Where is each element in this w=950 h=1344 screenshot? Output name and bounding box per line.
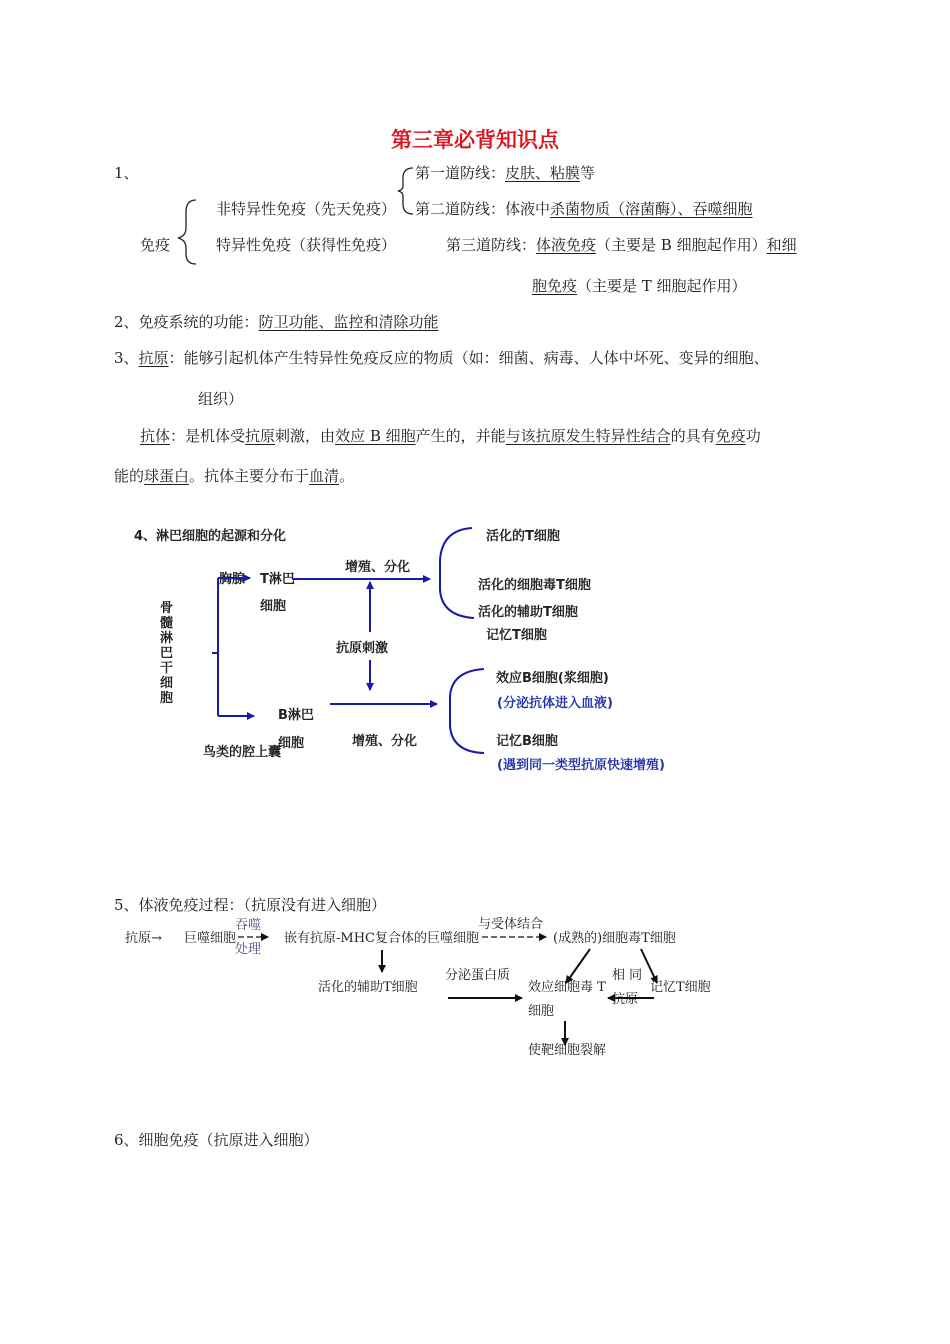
item-number: 1、: [114, 164, 139, 182]
defense-brace-small: [398, 168, 413, 214]
t-lymphocyte-label: T淋巴: [260, 572, 295, 587]
antigen-stimulation: 抗原刺激: [336, 641, 389, 656]
target-lysis: 使靶细胞裂解: [528, 1043, 607, 1058]
activated-helper-t: 活化的辅助T细胞: [478, 605, 578, 620]
b-lymphocyte-label: B淋巴: [278, 708, 314, 723]
memory-b-cell: 记忆B细胞: [496, 734, 558, 749]
thymus-label: 胸腺: [219, 572, 246, 587]
effector-b-note: (分泌抗体进入血液): [497, 696, 613, 711]
same-antigen-label: 抗原: [612, 992, 639, 1007]
effector-cytotoxic-t-2: 细胞: [528, 1004, 555, 1019]
prolif-diff-b: 增殖、分化: [352, 734, 418, 749]
macrophage: 巨噬细胞: [184, 931, 237, 946]
process-label: 处理: [235, 942, 262, 957]
humoral-heading: 5、体液免疫过程：（抗原没有进入细胞）: [114, 896, 387, 914]
b-cell-brace: [450, 669, 484, 753]
activated-cytotoxic-t: 活化的细胞毒T细胞: [478, 578, 591, 593]
t-cell-brace: [440, 528, 474, 618]
activated-helper-t-5: 活化的辅助T细胞: [318, 980, 418, 995]
memory-t-cell: 记忆T细胞: [486, 628, 547, 643]
effector-b-cell: 效应B细胞(浆细胞): [496, 671, 609, 686]
b-lymphocyte-label-2: 细胞: [278, 736, 305, 751]
cellular-immunity-heading: 6、细胞免疫（抗原进入细胞）: [114, 1131, 319, 1149]
antigen-definition: 3、抗原：能够引起机体产生特异性免疫反应的物质（如：细菌、病毒、人体中坏死、变异的细胞、: [114, 349, 769, 367]
antibody-definition: 抗体：是机体受抗原刺激，由效应 B 细胞产生的，并能与该抗原发生特异性结合的具有免疫功: [140, 427, 761, 445]
prolif-diff-t: 增殖、分化: [345, 560, 411, 575]
secrete-protein: 分泌蛋白质: [445, 968, 511, 983]
immunity-brace: [178, 200, 196, 264]
receptor-binding: 与受体结合: [478, 917, 544, 932]
second-line-defense: 第二道防线：体液中杀菌物质（溶菌酶）、吞噬细胞: [415, 200, 753, 218]
specific-immunity: 特异性免疫（获得性免疫）: [216, 236, 397, 254]
nonspecific-immunity: 非特异性免疫（先天免疫）: [216, 200, 397, 218]
memory-b-note: (遇到同一类型抗原快速增殖): [497, 758, 665, 773]
same-label: 相 同: [612, 968, 643, 983]
activated-t-cell: 活化的T细胞: [486, 529, 560, 544]
mhc-macrophage: 嵌有抗原-MHC复合体的巨噬细胞: [284, 931, 479, 946]
lymphocyte-heading: 4、淋巴细胞的起源和分化: [134, 529, 287, 544]
phagocytose-label: 吞噬: [235, 918, 262, 933]
immunity-label: 免疫: [140, 236, 171, 254]
effector-cytotoxic-t: 效应细胞毒 T: [528, 980, 606, 995]
antigen-definition-cont: 组织）: [198, 390, 244, 408]
mature-cytotoxic-t: (成熟的)细胞毒T细胞: [553, 931, 676, 946]
immune-system-function: 2、免疫系统的功能：防卫功能、监控和清除功能: [114, 313, 439, 331]
bursa-label: 鸟类的腔上囊: [203, 745, 282, 760]
stem-cell-label: 骨髓淋巴干细胞: [160, 601, 174, 706]
third-line-defense: 第三道防线：体液免疫（主要是 B 细胞起作用）和细: [446, 236, 797, 254]
third-line-defense-cont: 胞免疫（主要是 T 细胞起作用）: [532, 277, 747, 295]
memory-t-5: 记忆T细胞: [650, 980, 711, 995]
antigen-start: 抗原→: [125, 931, 162, 946]
first-line-defense: 第一道防线：皮肤、粘膜等: [415, 164, 596, 182]
page-title: 第三章必背知识点: [391, 128, 559, 152]
t-lymphocyte-label-2: 细胞: [260, 599, 287, 614]
antibody-definition-cont: 能的球蛋白。抗体主要分布于血清。: [114, 467, 355, 485]
